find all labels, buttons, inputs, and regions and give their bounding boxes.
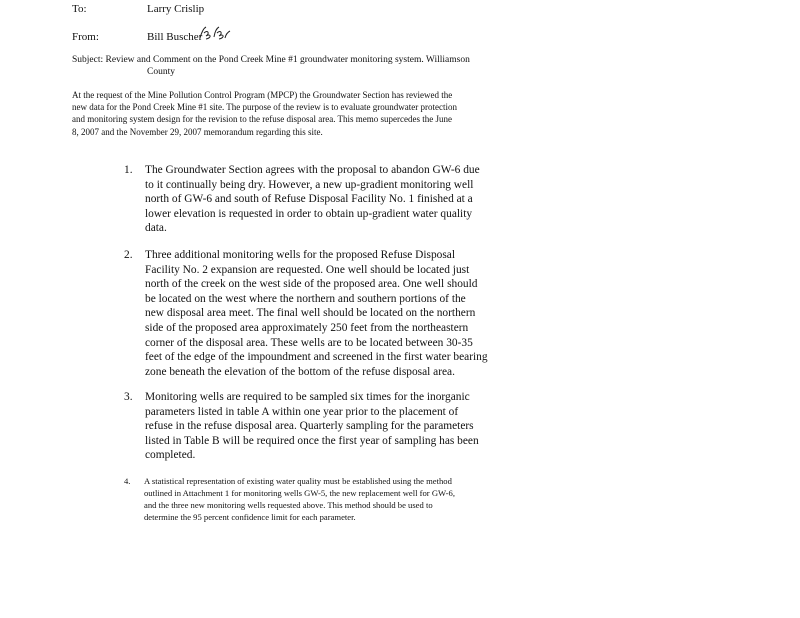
list-item-line: be located on the west where the northern and southern portions of the — [145, 292, 466, 305]
intro-line: At the request of the Mine Pollution Control Program (MPCP) the Groundwater Section has reviewed the — [72, 90, 453, 100]
list-item-line: completed. — [145, 449, 196, 462]
intro-line: 8, 2007 and the November 29, 2007 memorandum regarding this site. — [72, 126, 323, 137]
subject-line: County — [147, 66, 175, 77]
list-item-line: listed in Table B will be required once the first year of sampling has been — [145, 434, 479, 447]
to-label: To: — [72, 3, 87, 15]
list-item-line: Three additional monitoring wells for the proposed Refuse Disposal — [145, 249, 456, 261]
list-item-line: and the three new monitoring wells requested above. This method should be used to — [144, 500, 433, 510]
list-item-line: north of the creek on the west side of the proposed area. One well should — [145, 278, 478, 291]
list-item-line: corner of the disposal area. These wells are to be located between 30-35 — [145, 336, 473, 349]
handwritten-initials — [198, 25, 232, 41]
list-item-text — [145, 248, 488, 379]
list-item-line: side of the proposed area approximately 250 feet from the northeastern — [145, 321, 469, 334]
list-item-text — [145, 390, 479, 463]
list-item-line: Monitoring wells are required to be sampled six times for the inorganic — [145, 391, 470, 403]
list-item-line: outlined in Attachment 1 for monitoring wells GW-5, the new replacement well for GW-6, — [144, 488, 455, 498]
list-item-number: 1. — [124, 164, 133, 176]
intro-line: new data for the Pond Creek Mine #1 site. The purpose of the review is to evaluate groundwater protection — [72, 102, 457, 113]
list-item-line: zone beneath the elevation of the bottom of the refuse disposal area. — [145, 365, 455, 378]
list-item-line: lower elevation is requested in order to obtain up-gradient water quality — [145, 207, 473, 220]
list-item-line: new disposal area meet. The final well should be located on the northern — [145, 307, 476, 320]
intro-line: and monitoring system design for the revision to the refuse disposal area. This memo supercedes the June — [72, 114, 452, 125]
list-item-line: feet of the edge of the impoundment and screened in the first water bearing — [145, 351, 488, 364]
list-item-line: refuse in the refuse disposal area. Quarterly sampling for the parameters — [145, 420, 474, 433]
list-item-line: Facility No. 2 expansion are requested. One well should be located just — [145, 263, 470, 276]
list-item-line: to it continually being dry. However, a new up-gradient monitoring well — [145, 178, 474, 191]
list-item-text — [145, 163, 480, 236]
list-item-line: The Groundwater Section agrees with the proposal to abandon GW-6 due — [145, 164, 480, 176]
list-item-line: determine the 95 percent confidence limit for each parameter. — [144, 512, 356, 522]
from-value: Bill Buscher — [147, 31, 203, 43]
list-item-line: A statistical representation of existing water quality must be established using the method — [144, 476, 452, 486]
subject-block — [72, 55, 512, 78]
from-label: From: — [72, 31, 99, 43]
intro-paragraph — [72, 89, 522, 138]
list-item-line: north of GW-6 and south of Refuse Disposal Facility No. 1 finished at a — [145, 193, 473, 206]
subject-line: Subject: Review and Comment on the Pond Creek Mine #1 groundwater monitoring system. Williamson — [72, 55, 470, 65]
list-item-number: 4. — [124, 476, 131, 486]
list-item-line: data. — [145, 222, 167, 235]
to-value: Larry Crislip — [147, 3, 205, 15]
list-item-text — [144, 475, 455, 523]
list-item-line: parameters listed in table A within one year prior to the placement of — [145, 405, 459, 418]
list-item-number: 2. — [124, 249, 133, 261]
list-item-number: 3. — [124, 391, 133, 403]
